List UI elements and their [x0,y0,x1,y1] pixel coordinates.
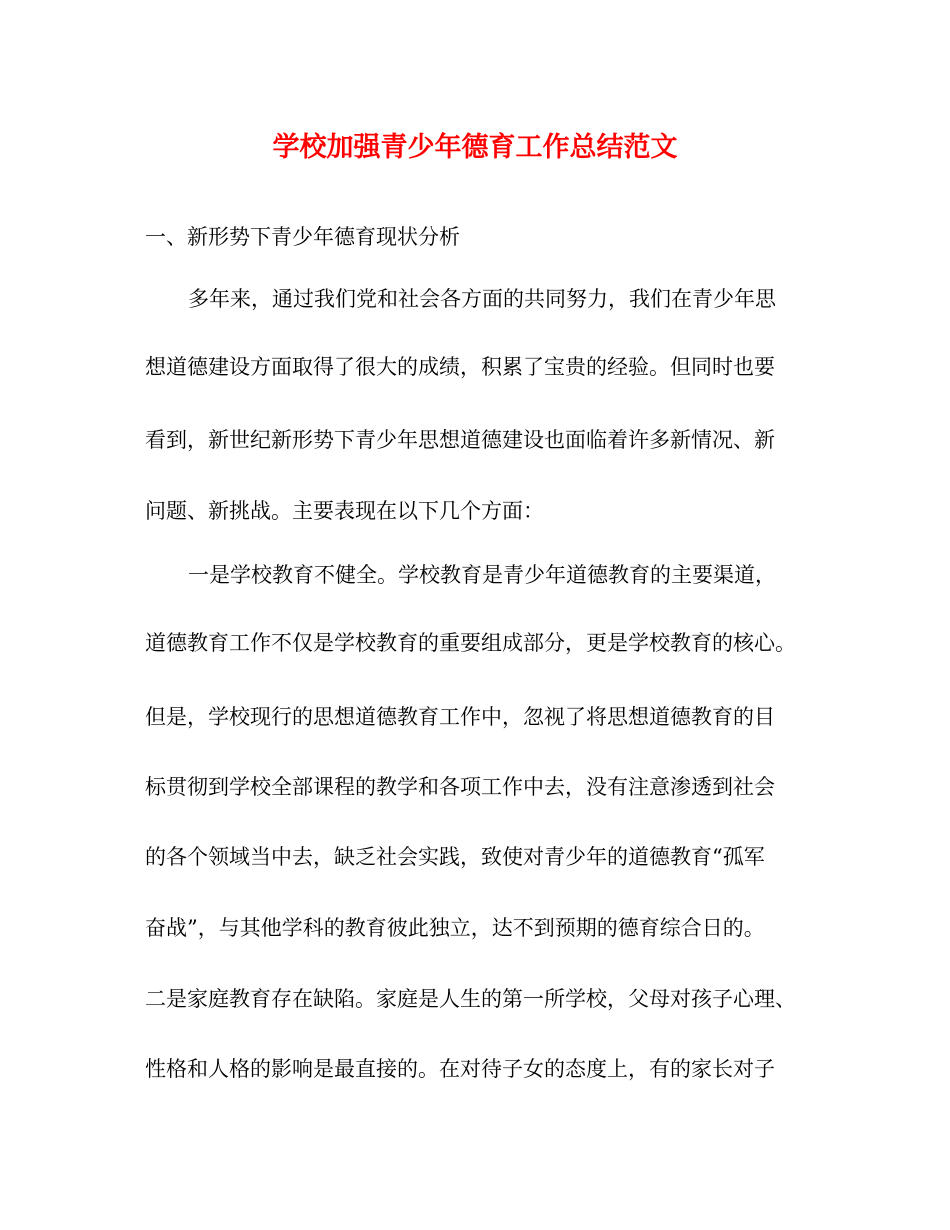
paragraph-line: 一是学校教育不健全。学校教育是青少年道德教育的主要渠道， [188,563,776,587]
paragraph-line: 的各个领域当中去，缺乏社会实践，致使对青少年的道德教育“孤军 [145,845,765,869]
paragraph-line: 但是，学校现行的思想道德教育工作中，忽视了将思想道德教育的目 [145,705,775,729]
paragraph-line: 看到，新世纪新形势下青少年思想道德建设也面临着许多新情况、新 [145,428,775,452]
paragraph-line: 奋战”，与其他学科的教育彼此独立，达不到预期的德育综合日的。 [145,916,765,940]
section-heading: 一、新形势下青少年德育现状分析 [145,225,460,249]
document-title: 学校加强青少年德育工作总结范文 [272,132,678,163]
paragraph-line: 二是家庭教育存在缺陷。家庭是人生的第一所学校，父母对孩子心理、 [145,987,796,1011]
paragraph-line: 想道德建设方面取得了很大的成绩，积累了宝贵的经验。但同时也要 [145,355,775,379]
paragraph-line: 多年来，通过我们党和社会各方面的共同努力，我们在青少年思 [188,287,776,311]
paragraph-line: 道德教育工作不仅是学校教育的重要组成部分，更是学校教育的核心。 [145,631,796,655]
paragraph-line: 问题、新挑战。主要表现在以下几个方面： [145,499,544,523]
paragraph-line: 标贯彻到学校全部课程的教学和各项工作中去，没有注意渗透到社会 [145,775,775,799]
paragraph-line: 性格和人格的影响是最直接的。在对待子女的态度上，有的家长对子 [145,1057,775,1081]
